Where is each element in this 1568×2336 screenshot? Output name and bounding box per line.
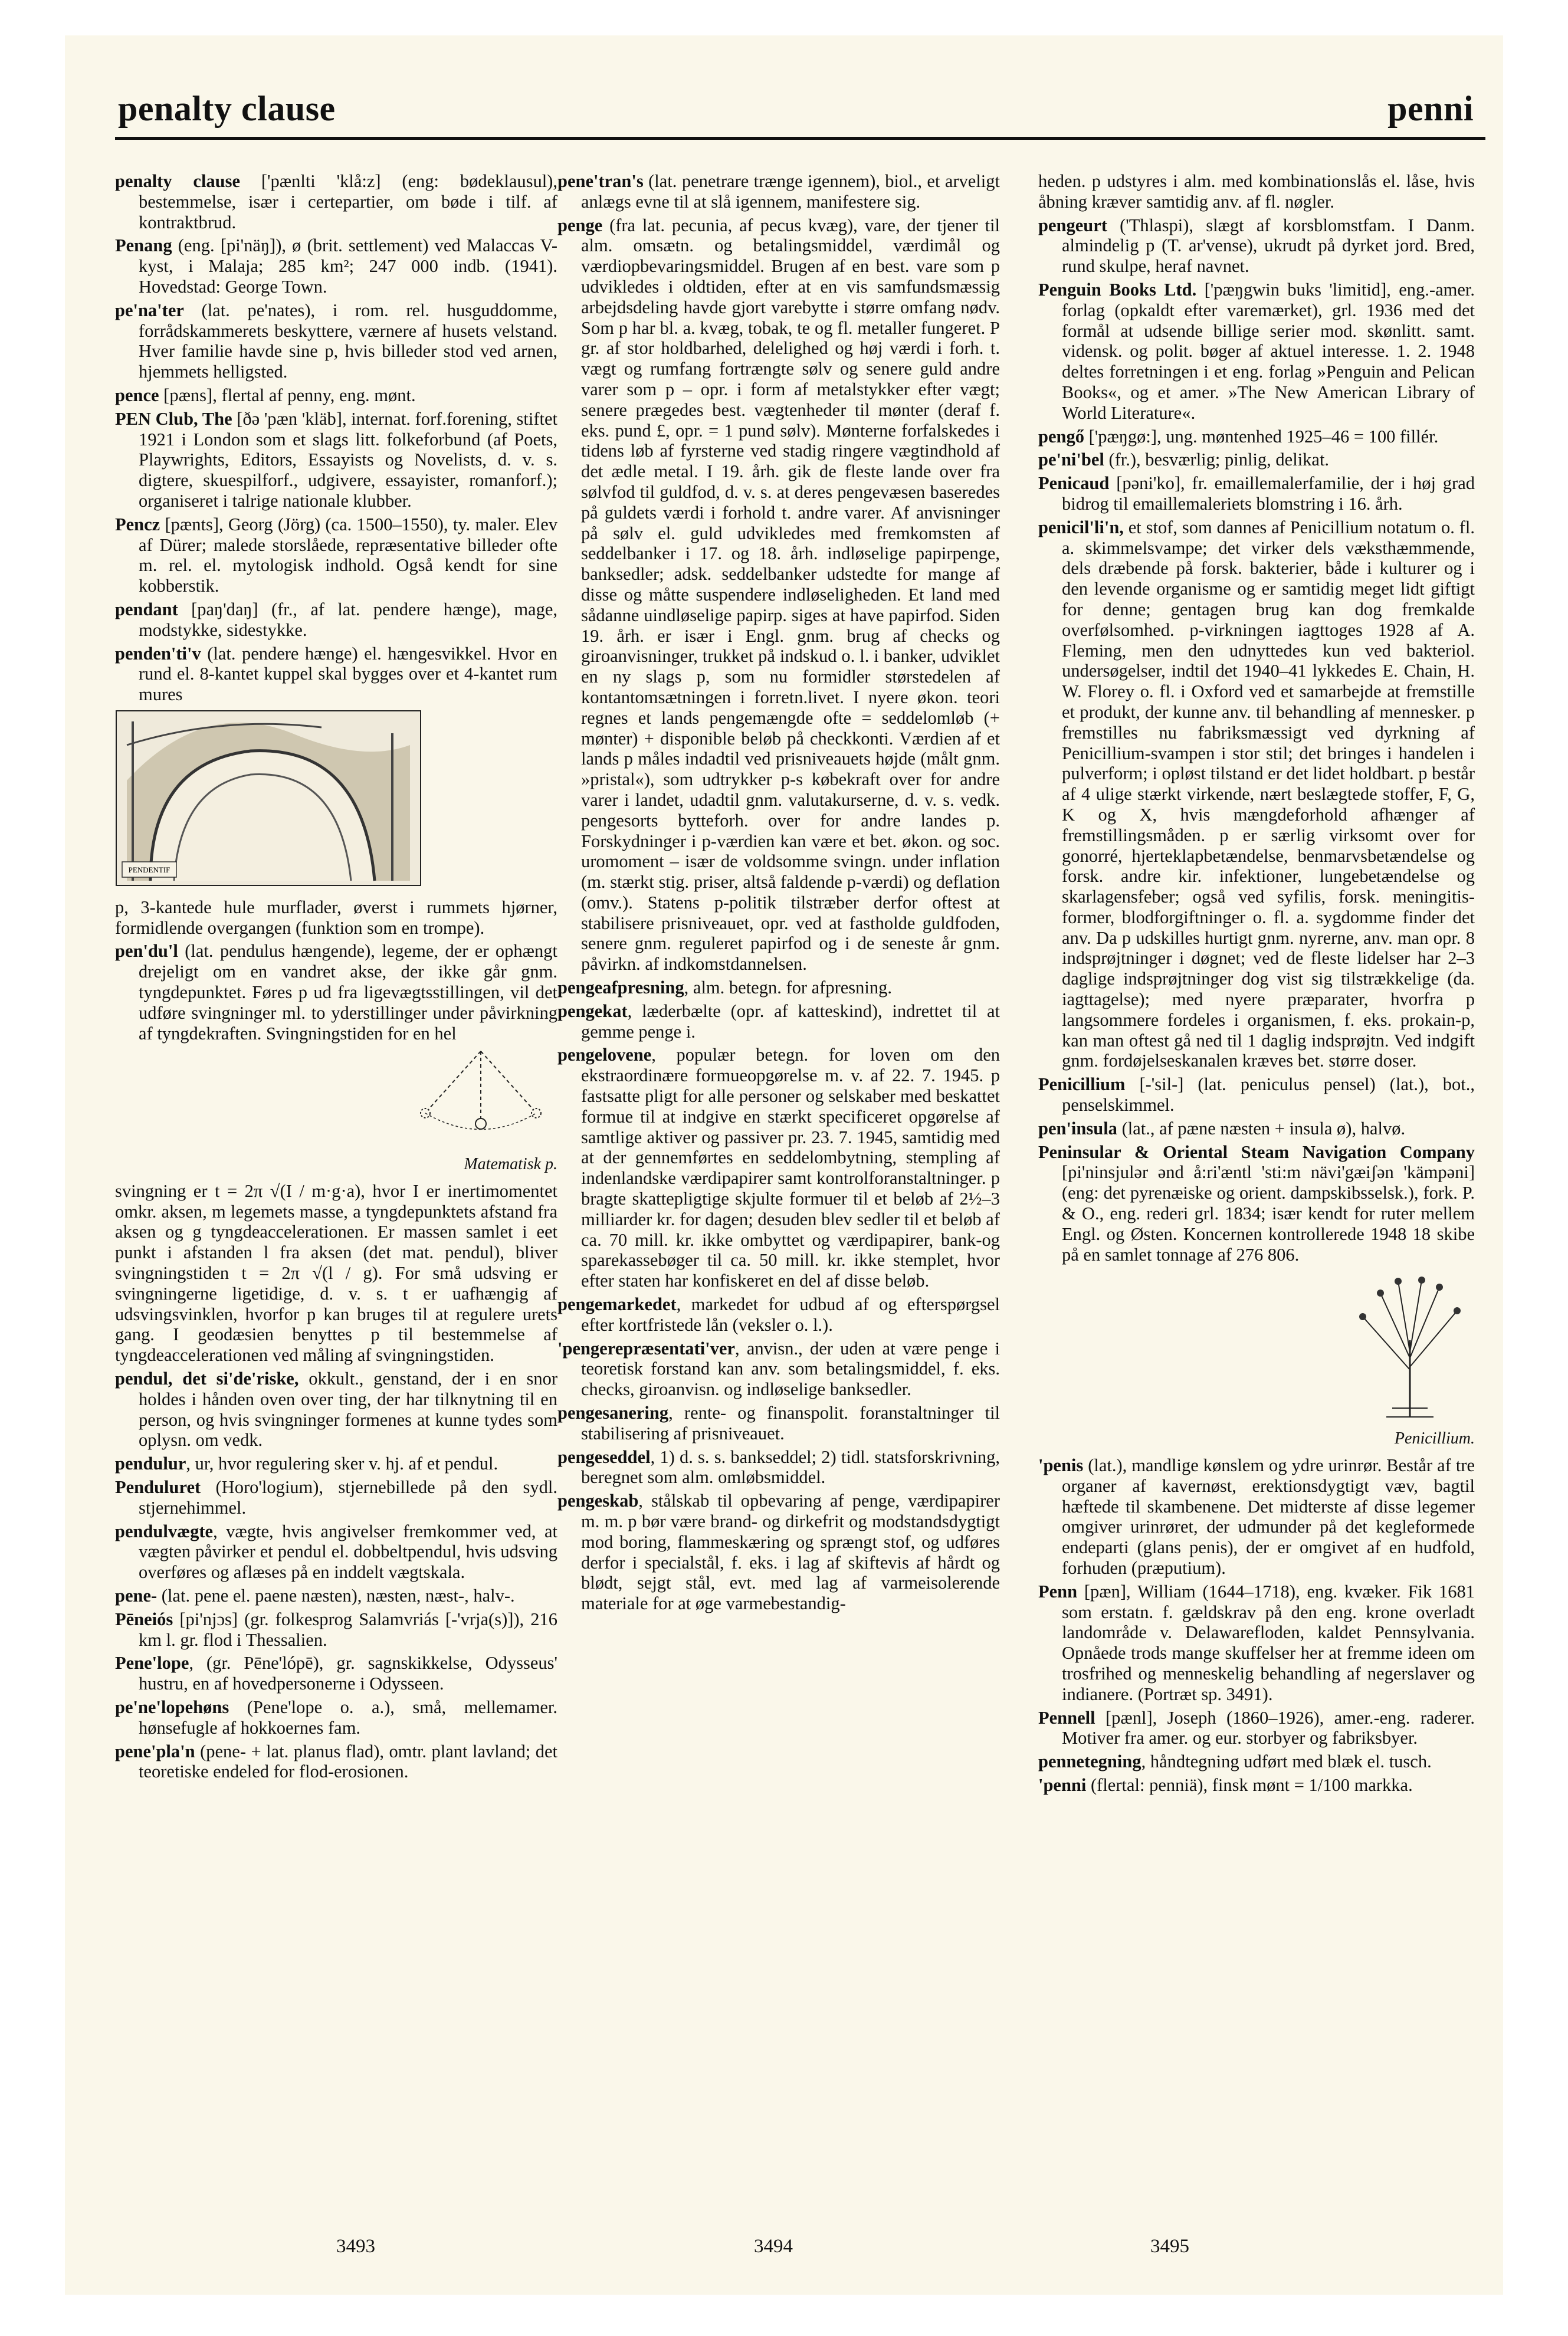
page-number-right: 3495 bbox=[1150, 2236, 1189, 2257]
entry-text: (pene- + lat. planus flad), omtr. plant lavland; det teoretiske endeled for flod-erosionen. bbox=[139, 1741, 557, 1782]
dictionary-entry bbox=[115, 1741, 557, 1783]
entry-text: (lat. pendere hænge) el. hængesvikkel. Hvor en rund el. 8-kantet kuppel skal bygges over et 4-kantet rum mures bbox=[139, 643, 557, 705]
entry-text: [pænl], Joseph (1860–1926), amer.-eng. raderer. Motiver fra amer. og eur. storbyer og fabriksbyer. bbox=[1062, 1707, 1475, 1748]
entry-text: , 1) d. s. s. bankseddel; 2) tidl. statsforskrivning, beregnet som alm. omløbsmiddel. bbox=[581, 1446, 1000, 1488]
headword: penge bbox=[557, 215, 603, 235]
headword: Penang bbox=[115, 235, 172, 256]
dictionary-entry bbox=[1038, 1142, 1475, 1265]
dictionary-entry bbox=[1038, 1775, 1475, 1796]
dictionary-entry bbox=[1038, 450, 1475, 470]
column-3 bbox=[1038, 171, 1475, 1799]
headword: penicil'li'n, bbox=[1038, 517, 1124, 537]
dictionary-entry bbox=[557, 215, 1000, 975]
dictionary-entry bbox=[115, 300, 557, 382]
entry-text: et stof, som dannes af Penicillium notatum o. fl. a. skimmelsvampe; det virker dels væksthæmmende, dels dræbende på forsk. bakterier, både i kulturer og i den levende organisme og er samtidig meget lidt giftigt for denne; gentagen brug kan dog fremkalde overfølsomhed. p-virkningen iagttoges 1928 af A. Fleming, men den udnyttedes kun ved bakteriol. undersøgelser, indtil det 1940–41 lykkedes E. Chain, H. W. Florey o. fl. i Oxford ved et samarbejde at fremstille et produkt, der kunne anv. til behandling af mennesker. p fremstilles nu fabriksmæssigt ved dyrkning af Penicillium-svampen i stor stil; det bringes i handelen i pulverform; i opløst tilstand er det lidet holdbart. p består af 4 ulige stærkt virkende, nært beslægtede stoffer, F, G, K og X, hvis mængdeforhold afhænger af fremstillingsmåden. p er særlig virksomt over for gonorré, hjerteklapbetændelse, benmarvsbetændelse og forsk. andre kir. infektioner, lungebetændelse og skarlagensfeber; også ved syfilis, forsk. meningitis-former, blodforgiftninger o. fl. a. sygdomme finder det anv. Da p udskilles hurtigt gnm. nyrerne, anv. man opr. 8 indsprøjtninger i døgnet; ved de fleste lidelser har 2–3 daglige indsprøjtninger dog vist sig tilstrækkelige (da. iagttagelse); med nyere præparater, hvorfra p langsommere fordeles i organismen, f. eks. prokain-p, kan man oftest gå ned til 1 daglig indsprøjtn. Ved indgift gnm. fordøjelseskanalen kræves bet. større doser. bbox=[1062, 517, 1475, 1071]
headword: pengekat bbox=[557, 1000, 628, 1021]
figure-label: PENDENTIF bbox=[128, 865, 170, 874]
headword: pene'tran's bbox=[557, 171, 644, 191]
entry-text: ['pæŋgwin buks 'limitid], eng.-amer. forlag (opkaldt efter varemærket), grl. 1936 med det formål at udsende billige serier mod. skønlitt. samt. vidensk. og polit. bøger af aktuel interesse. 1. 2. 1948 deltes forretningen i et eng. forlag »Penguin and Pelican Books«, og et amer. »The New American Library of World Literature«. bbox=[1062, 279, 1475, 423]
headword: Peninsular & Oriental Steam Navigation Company bbox=[1038, 1141, 1475, 1162]
headword: Pēneiós bbox=[115, 1609, 173, 1629]
dictionary-entry bbox=[1038, 171, 1475, 212]
pendulum-figure bbox=[115, 1048, 557, 1175]
entry-text: (lat.), mandlige kønslem og ydre urinrør. Består af tre organer af kavernøst, erektionsdygtigt væv, bagtil hæftede til skambenene. Det midterste af disse legemer omgiver urinrøret, der udmunder på det kegleformede endeparti (glans penis), der er omgivet af en hudfold, forhuden (præputium). bbox=[1062, 1455, 1475, 1579]
dictionary-entry bbox=[1038, 1751, 1475, 1772]
headword: pendulvægte bbox=[115, 1521, 214, 1541]
penicillium-illustration bbox=[1345, 1269, 1475, 1423]
headword: pe'na'ter bbox=[115, 300, 184, 320]
headword: pengesanering bbox=[557, 1403, 669, 1423]
column-2 bbox=[557, 171, 1000, 1617]
entry-text: , stålskab til opbevaring af penge, værdipapirer m. m. p bør være brand- og dirkefrit og modstandsdygtigt mod boring, flammeskæring og sprængt stof, og udføres derfor i specialstål, f. eks. i lag af skiftevis af hårdt og blødt, sejgt stål, evt. med lag af varmeisolerende materiale for at øge varmebestandig- bbox=[581, 1491, 1000, 1614]
entry-text: (fr.), besværlig; pinlig, delikat. bbox=[1104, 450, 1330, 470]
headword: pengemarkedet bbox=[557, 1294, 677, 1315]
entry-text: [pæn], William (1644–1718), eng. kvæker. Fik 1681 som erstatn. f. gældskrav på den eng. krone overladt landområde v. Delawarefloden, kaldet Pennsylvania. Opnåede trods mange skuffelser her at fremme ideen om trosfrihed og menneskelig behandling af negerslaver og indianere. (Portræt sp. 3491). bbox=[1062, 1581, 1475, 1704]
headword: pengeafpresning bbox=[557, 977, 684, 998]
dictionary-entry bbox=[115, 1181, 557, 1366]
entry-text: (Horo'logium), stjernebillede på den sydl. stjernehimmel. bbox=[139, 1477, 557, 1518]
entry-text: , rente- og finanspolit. foranstaltninger til stabilisering af prisniveauet. bbox=[581, 1403, 1000, 1443]
dictionary-entry bbox=[1038, 473, 1475, 514]
dictionary-entry bbox=[557, 1001, 1000, 1042]
headword: Penicaud bbox=[1038, 473, 1110, 494]
figure-caption: Matematisk p. bbox=[464, 1155, 557, 1174]
dictionary-entry bbox=[115, 941, 557, 1044]
dictionary-entry bbox=[557, 171, 1000, 212]
dictionary-entry bbox=[115, 1521, 557, 1583]
entry-text: , håndtegning udført med blæk el. tusch. bbox=[1141, 1751, 1432, 1772]
dictionary-entry bbox=[115, 599, 557, 641]
dictionary-entry bbox=[115, 644, 557, 705]
headword: 'penis bbox=[1038, 1455, 1084, 1476]
entry-text: (lat. penetrare trænge igennem), biol., et arveligt anlægs evne til at slå igennem, manifestere sig. bbox=[581, 171, 1000, 212]
entry-text: , populær betegn. for loven om den ekstraordinære formueopgørelse m. v. af 22. 7. 1945. p fastsatte pligt for alle personer og selskaber med beskattet formue til at indgive en stærkt specificeret opgørelse af samtlige aktiver og passiver pr. 23. 7. 1945, samtidig med at der gennemførtes en seddelombytning, stempling af indenlandske værdipapirer samt kontrolforanstaltninger. p bragte skattepligtige skjulte formuer til et beløb af 2½–3 milliarder kr. for dagen; desuden blev sedler til et beløb af ca. 70 mill. kr. ikke ombyttet og værdipapirer, bank-og sparekassebøger til ca. 50 mill. kr. ikke stemplet, hvor efter staten har konfiskeret en del af disse beløb. bbox=[581, 1045, 1000, 1291]
headword: penalty clause bbox=[115, 171, 241, 191]
headword: pence bbox=[115, 385, 159, 405]
headword: pene'pla'n bbox=[115, 1741, 195, 1761]
dictionary-entry bbox=[115, 1653, 557, 1694]
entry-text: [pəni'ko], fr. emaillemalerfamilie, der i høj grad bidrog til emaillemaleriets blomstring i 16. årh. bbox=[1062, 473, 1475, 514]
headword: Penicillium bbox=[1038, 1074, 1126, 1095]
dictionary-entry bbox=[115, 1454, 557, 1474]
entry-text: heden. p udstyres i alm. med kombinationslås el. låse, hvis åbning kræver samtidig anv. af fl. nøgler. bbox=[1038, 171, 1475, 212]
penicillium-figure bbox=[1038, 1269, 1475, 1449]
dictionary-entry bbox=[115, 171, 557, 232]
headword: pe'ne'lopehøns bbox=[115, 1697, 229, 1718]
entry-text: [pæns], flertal af penny, eng. mønt. bbox=[159, 385, 416, 405]
entry-text: (fra lat. pecunia, af pecus kvæg), vare, der tjener til alm. omsætn. og betalingsmiddel, værdimål og værdiopbevaringsmiddel. Brugen af en best. vare som p udvikledes i oldtiden, efter at en vis samfundsmæssig arbejdsdeling havde gjort varebytte i større omfang nødv. Som p har bl. a. kvæg, tobak, te og fl. metaller fungeret. P gr. af stor holdbarhed, delelighed og høj værdi i forh. t. vægt og rumfang fortrængte sølv og senere guld andre varer som p – opr. i form af metalstykker efter vægt; senere prægedes best. vægtenheder til mønter (deraf f. eks. pund £, opr. = 1 pund sølv). Mønterne forfalskedes i tidens løb af fyrsterne ved stadig ringere vægtindhold af det ædle metal. I 19. årh. gik de fleste lande over fra sølvfod til guldfod, d. v. s. at deres pengevæsen baseredes på guldets værdi i forhold t. andre varer. Af anvisninger på sølv el. guld udvikledes med fremkomsten af seddelbanker i 17. og 18. årh. indløselige papirpenge, banksedler; adsk. seddelbanker udstedte for mange af disse og måtte suspendere indløseligheden. Et land med sådanne uindløselige papirp. siges at have papirfod. Siden 19. årh. er især i Engl. gnm. brug af checks og giroanvisninger, trukket på indskud o. l. i banker, udviklet en ny slags p, som nu formidler størstedelen af kontantomsætningen i forretn.livet. I nyere økon. teori regnes et lands pengemængde ofte = seddelomløb (+ mønter) + disponible beløb på checkkonti. Værdien af et lands p måles indadtil ved prisniveauets højde (målt gnm. »pristal«), som udtrykker p-s købekraft over for andre varer i landet, udadtil gnm. valutakurserne, d. v. s. vedk. pengesorts bytteforh. over for andre landes p. Forskydninger i p-værdien kan være et bet. økon. og soc. uromoment – især de voldsomme svingn. under inflation (m. stærkt stig. priser, altså faldende p-værdi) og deflation (omv.). Statens p-politik tilstræber derfor oftest at stabilisere prisniveauet, opr. ved at fastholde guldfoden, senere gnm. reguleret papirfod og i de seneste år gnm. påvirkn. af indkomstdannelsen. bbox=[581, 215, 1000, 975]
headword: pen'insula bbox=[1038, 1118, 1117, 1139]
headword: 'penni bbox=[1038, 1774, 1087, 1795]
headword: pengeseddel bbox=[557, 1446, 651, 1467]
dictionary-entry bbox=[557, 1338, 1000, 1400]
header-rule bbox=[115, 137, 1485, 140]
entry-text: [paŋ'daŋ] (fr., af lat. pendere hænge), mage, modstykke, sidestykke. bbox=[139, 599, 557, 640]
entry-text: (Pene'lope o. a.), små, mellemamer. hønsefugle af hokkoernes fam. bbox=[139, 1697, 557, 1738]
entry-text: okkult., genstand, der i en snor holdes i hånden oven over ting, der har tilknytning til en person, og hvis svingninger formenes at kunne tydes som oplysn. om vedk. bbox=[139, 1369, 557, 1451]
dictionary-entry bbox=[557, 1447, 1000, 1488]
headword: pengeskab bbox=[557, 1491, 639, 1511]
headword: pengelovene bbox=[557, 1045, 652, 1065]
entry-text: [-'sil-] (lat. peniculus pensel) (lat.), bot., penselskimmel. bbox=[1062, 1074, 1475, 1115]
headword: Penduluret bbox=[115, 1477, 201, 1498]
entry-text: ('Thlaspi), slægt af korsblomstfam. I Danm. almindelig p (T. ar'vense), ukrudt på dyrket jord. Bred, rund skulpe, heraf navnet. bbox=[1062, 215, 1475, 277]
dictionary-entry bbox=[115, 1697, 557, 1738]
entry-text: ['pænlti 'klå:z] (eng: bødeklausul), bestemmelse, især i certepartier, om bøde i tilf. af kontraktbrud. bbox=[139, 171, 557, 232]
entry-text: (lat. pene el. paene næsten), næsten, næst-, halv-. bbox=[157, 1586, 515, 1606]
pendulum-illustration bbox=[404, 1048, 557, 1149]
dictionary-entry bbox=[1038, 280, 1475, 424]
headword: Pencz bbox=[115, 514, 160, 534]
entry-text: , læderbælte (opr. af katteskind), indrettet til at gemme penge i. bbox=[581, 1000, 1000, 1042]
entry-text: [ðə 'pæn 'kläb], internat. forf.forening, stiftet 1921 i London som et slags litt. folkeforbund (af Poets, Playwrights, Editors, Essayists og Novelists, d. v. s. digtere, skuespilforf., udgivere, essayister, romanforf.); organiseret i talrige nationale klubber. bbox=[139, 408, 557, 511]
page-number-left: 3493 bbox=[336, 2236, 375, 2257]
dictionary-entry bbox=[557, 1294, 1000, 1336]
vault-illustration bbox=[115, 710, 422, 887]
entry-text: (eng. [pi'näŋ]), ø (brit. settlement) ved Malaccas V-kyst, i Malaja; 285 km²; 247 000 indb. (1941). Hovedstad: George Town. bbox=[139, 235, 557, 297]
dictionary-entry bbox=[115, 1586, 557, 1606]
headword: pendant bbox=[115, 599, 178, 619]
dictionary-entry bbox=[557, 1491, 1000, 1614]
entry-text: [pi'njɔs] (gr. folkesprog Salamvriás [-'vrja(s)]), 216 km l. gr. flod i Thessalien. bbox=[139, 1609, 557, 1650]
entry-text: , markedet for udbud af og efterspørgsel efter kortfristede lån (veksler o. l.). bbox=[581, 1294, 1000, 1335]
headword: Penn bbox=[1038, 1581, 1078, 1602]
entry-text: (lat. pendulus hængende), legeme, der er ophængt drejeligt om en vandret akse, der ikke går gnm. tyngdepunktet. Føres p ud fra ligevægtsstillingen, vil det udføre svingninger ml. to yderstillinger under påvirkning af tyngdekraften. Svingningstiden for en hel bbox=[139, 941, 557, 1044]
running-head-left: penalty clause bbox=[118, 89, 336, 128]
column-1 bbox=[115, 171, 557, 1785]
headword: pendul, det si'de'riske, bbox=[115, 1369, 299, 1389]
page-number-middle: 3494 bbox=[754, 2236, 793, 2257]
headword: pendulur bbox=[115, 1454, 186, 1474]
entry-text: , (gr. Pēne'lópē), gr. sagnskikkelse, Odysseus' hustru, en af hovedpersonerne i Odysseen. bbox=[139, 1653, 557, 1694]
dictionary-entry bbox=[115, 897, 557, 939]
entry-text: ['pæŋgø:], ung. møntenhed 1925–46 = 100 fillér. bbox=[1084, 426, 1439, 447]
entry-text: , ur, hvor regulering sker v. hj. af et pendul. bbox=[186, 1454, 498, 1474]
entry-text: p, 3-kantede hule murflader, øverst i rummets hjørner, formidlende overgangen (funktion som en trompe). bbox=[115, 897, 557, 938]
dictionary-entry bbox=[115, 1609, 557, 1651]
dictionary-entry bbox=[1038, 517, 1475, 1072]
dictionary-entry bbox=[1038, 215, 1475, 277]
dictionary-entry bbox=[115, 1477, 557, 1518]
headword: pennetegning bbox=[1038, 1751, 1141, 1772]
dictionary-entry bbox=[1038, 1074, 1475, 1115]
headword: Penguin Books Ltd. bbox=[1038, 279, 1197, 300]
dictionary-entry bbox=[1038, 1455, 1475, 1579]
dictionary-entry bbox=[115, 385, 557, 406]
dictionary-entry bbox=[1038, 426, 1475, 447]
pendentive-figure bbox=[115, 710, 557, 891]
dictionary-entry bbox=[1038, 1708, 1475, 1749]
headword: pe'ni'bel bbox=[1038, 450, 1104, 470]
headword: 'pengerepræsentati'ver bbox=[557, 1338, 735, 1359]
headword: Pennell bbox=[1038, 1707, 1095, 1728]
headword: pengő bbox=[1038, 426, 1084, 447]
dictionary-entry bbox=[1038, 1582, 1475, 1705]
running-head-right: penni bbox=[1387, 89, 1474, 128]
entry-text: svingning er t = 2π √(I / m·g·a), hvor I er inertimomentet omkr. aksen, m legemets masse, a tyngdepunktets afstand fra aksen og g tyngdeaccelerationen. Er massen samlet i eet punkt i afstanden l fra aksen (det mat. pendul), bliver svingningstiden t = 2π √(l / g). For små udsving er svingningerne ligetidige, d. v. s. t er uafhængig af udsvingsvinklen, hvorfor p kan bruges til at regulere urets gang. I geodæsien benyttes p til bestemmelse af tyngdeaccelerationen ved måling af svingningstiden. bbox=[115, 1180, 557, 1366]
dictionary-entry bbox=[1038, 1118, 1475, 1139]
headword: PEN Club, The bbox=[115, 408, 232, 429]
dictionary-entry bbox=[115, 235, 557, 297]
entry-text: [pænts], Georg (Jörg) (ca. 1500–1550), ty. maler. Elev af Dürer; malede storslåede, repræsentative billeder ofte m. rel. el. mytologisk indhold. Også kendt for sine kobberstik. bbox=[139, 514, 557, 596]
headword: pene- bbox=[115, 1586, 158, 1606]
entry-text: (lat., af pæne næsten + insula ø), halvø. bbox=[1117, 1118, 1406, 1139]
entry-text: (lat. pe'nates), i rom. rel. husguddomme, forrådskammerets beskyttere, værnere af husets velstand. Hver familie havde sine p, hvis billeder stod ved arnen, hjemmets helligsted. bbox=[139, 300, 557, 382]
dictionary-entry bbox=[115, 1369, 557, 1451]
entry-text: , alm. betegn. for afpresning. bbox=[684, 977, 893, 998]
entry-text: , vægte, hvis angivelser fremkommer ved, at vægten påvirker et pendul el. dobbeltpendul, hvis udsving overføres og aflæses på en inddelt vægtskala. bbox=[139, 1521, 557, 1583]
entry-text: , anvisn., der uden at være penge i teoretisk forstand kan anv. som betalingsmiddel, f. eks. checks, giroanvisn. og indløselige banksedler. bbox=[581, 1338, 1000, 1400]
dictionary-entry bbox=[557, 977, 1000, 998]
dictionary-entry bbox=[115, 514, 557, 596]
entry-text: [pi'ninsjulər ənd å:ri'æntl 'sti:m nävi'gæiʃən 'kämpəni] (eng: det pyrenæiske og orient. dampskibsselsk.), fork. P. & O., eng. rederi grl. 1834; især kendt for ruter mellem Engl. og Østen. Koncernen kontrollerede 1948 18 skibe på en samlet tonnage af 276 806. bbox=[1062, 1162, 1475, 1265]
dictionary-entry bbox=[115, 409, 557, 511]
headword: Pene'lope bbox=[115, 1653, 189, 1674]
dictionary-entry bbox=[557, 1403, 1000, 1444]
entry-text: (flertal: penniä), finsk mønt = 1/100 markka. bbox=[1086, 1774, 1413, 1795]
headword: pen'du'l bbox=[115, 941, 178, 962]
headword: penden'ti'v bbox=[115, 643, 201, 664]
dictionary-entry bbox=[557, 1045, 1000, 1291]
figure-caption: Penicillium. bbox=[1394, 1429, 1475, 1448]
headword: pengeurt bbox=[1038, 215, 1107, 235]
